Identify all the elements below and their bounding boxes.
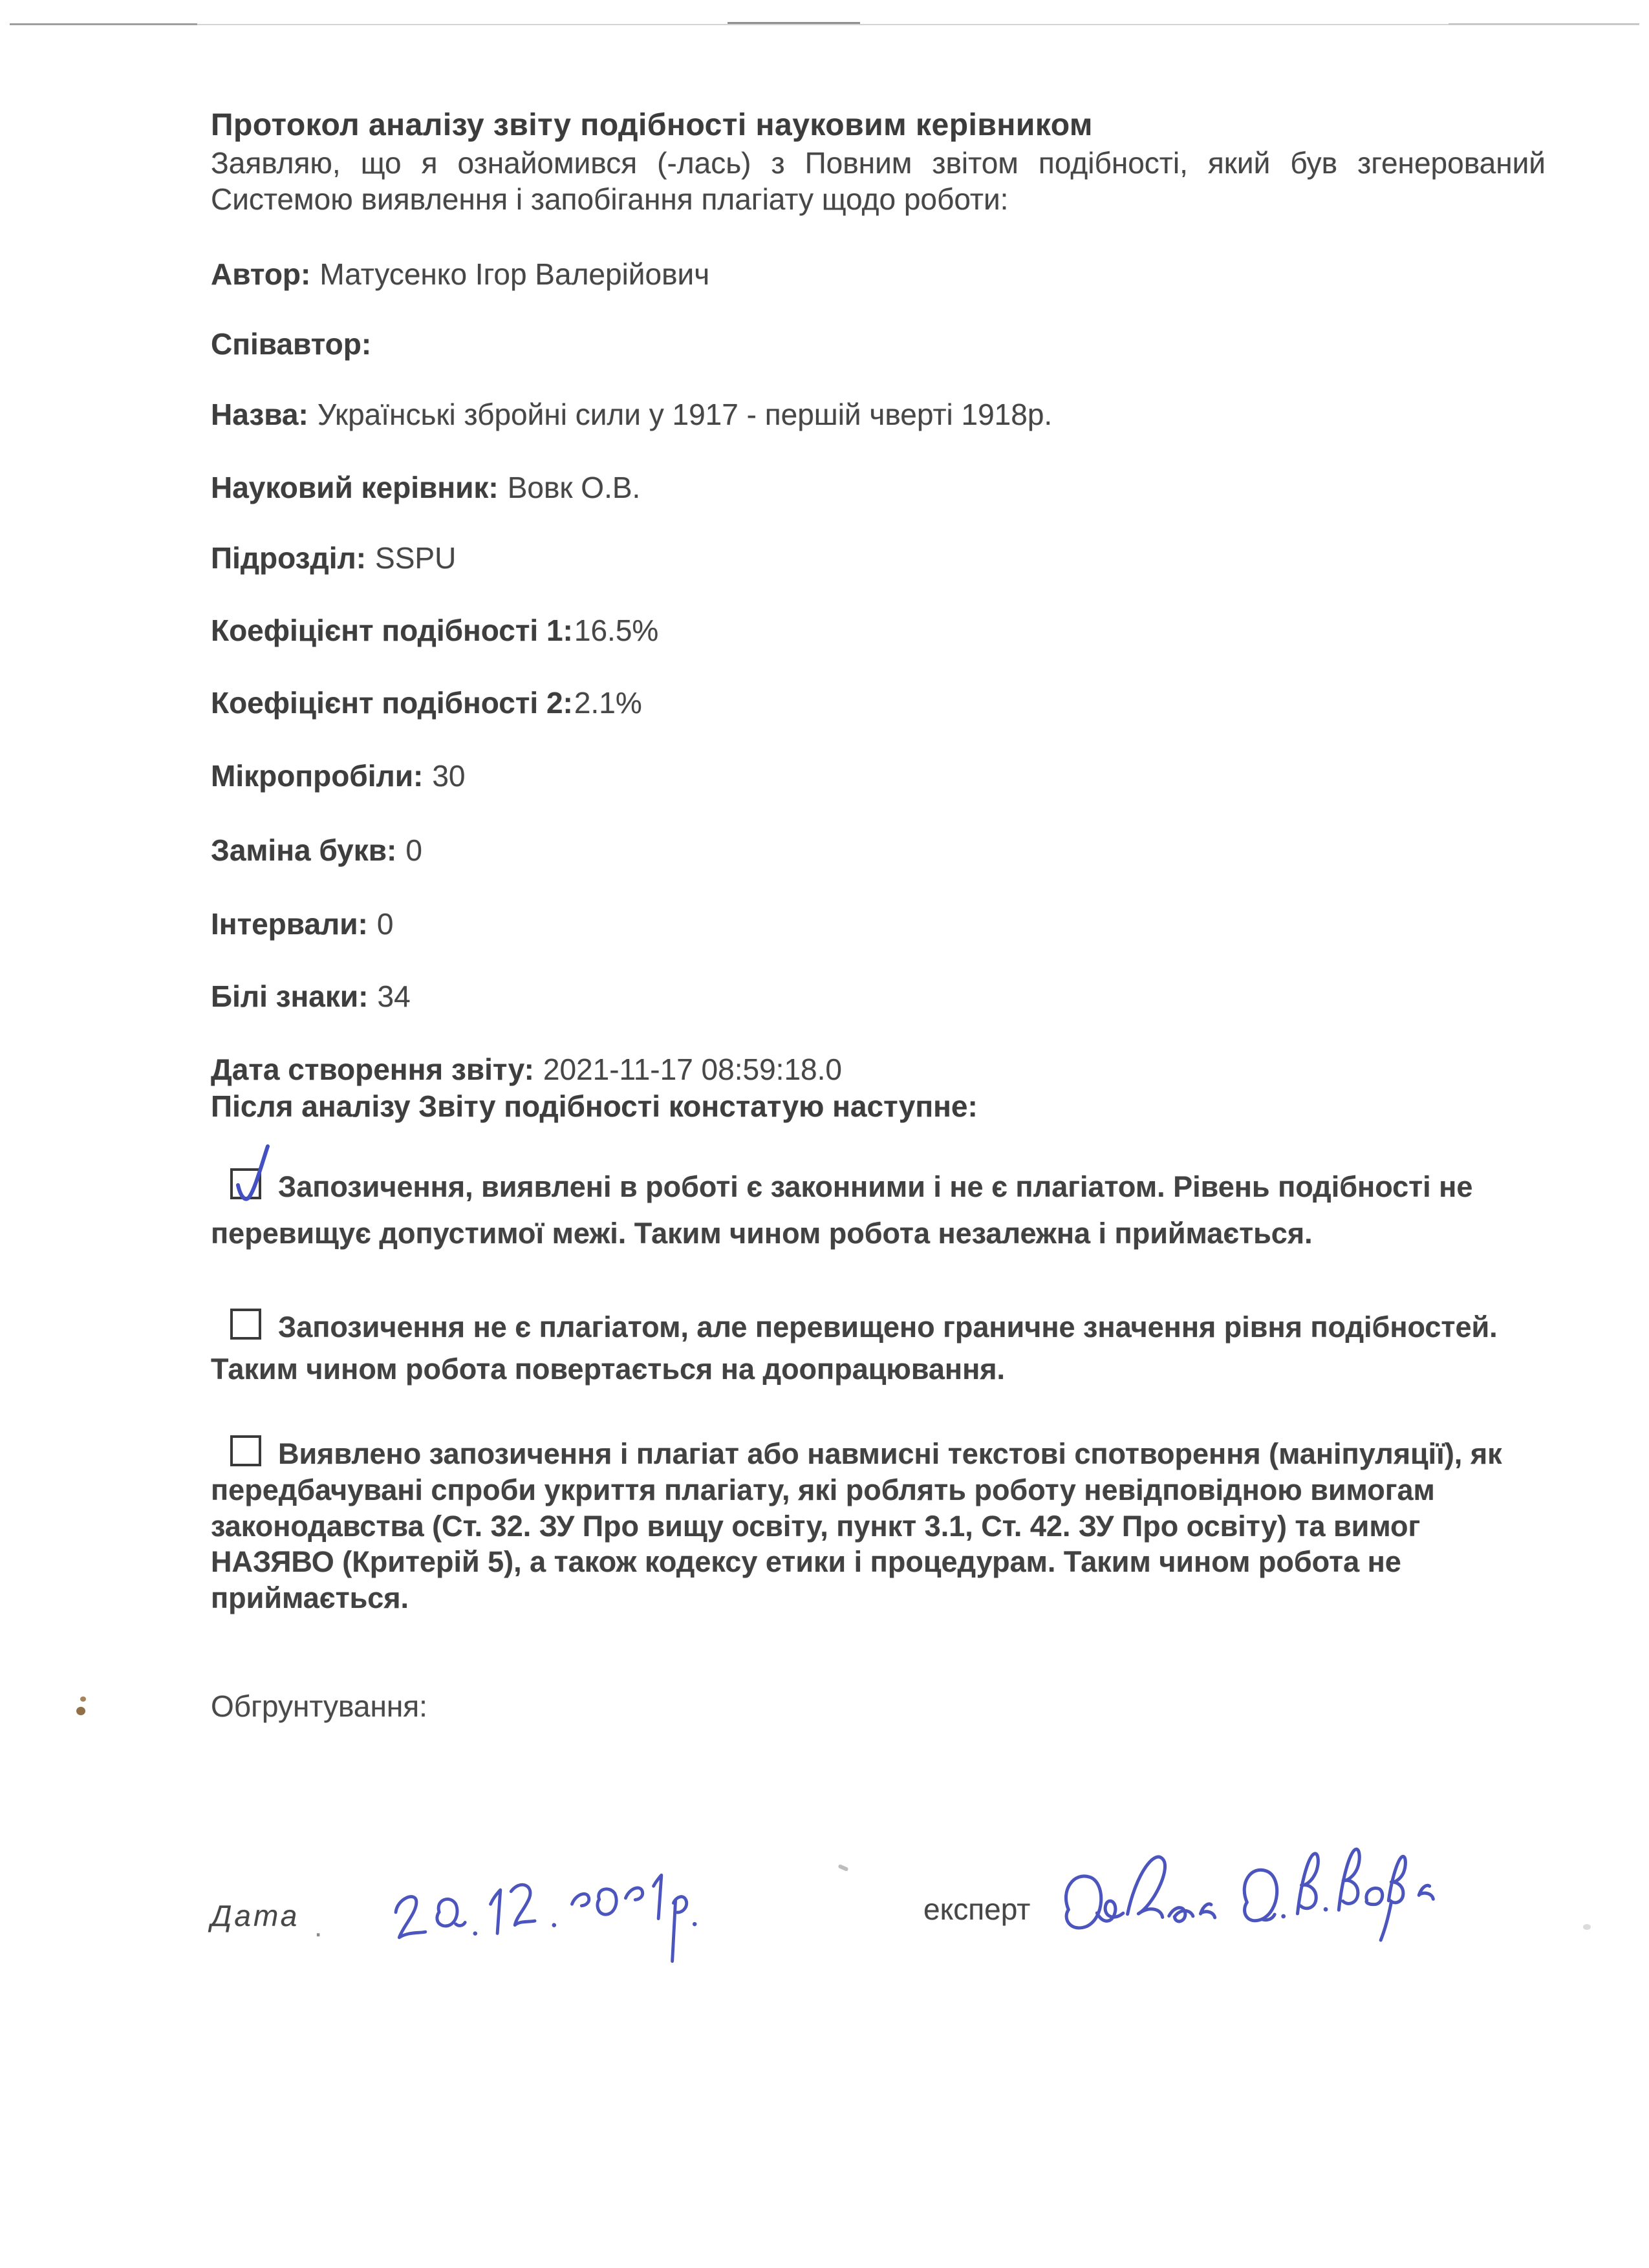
- option-text: Виявлено запозичення і плагіат або навмисні текстові спотворення (маніпуляції), як передбачувані спроби укриття плагіату, які роблять роботу невідповідною вимогам законодавства (Ст. 32. ЗУ Про вищу освіту, пункт 3.1, Ст. 42. ЗУ Про освіту) та вимог НАЗЯВО (Критерій 5), а також кодексу етики і процедурам. Таким чином робота не приймається.: [211, 1437, 1502, 1615]
- date-separator: .: [314, 1911, 323, 1943]
- field-label: Білі знаки:: [211, 979, 369, 1013]
- checkbox-rejected[interactable]: [230, 1435, 261, 1466]
- scan-artifact-speck: [1583, 1924, 1591, 1930]
- field-intervals: [211, 906, 393, 941]
- field-value: 34: [377, 979, 411, 1013]
- scan-artifact-line: [10, 24, 1639, 25]
- field-coauthor: [211, 326, 380, 361]
- field-similarity-coefficient-1: [211, 613, 658, 648]
- scan-artifact-segment: [10, 23, 197, 25]
- field-similarity-coefficient-2: [211, 685, 642, 720]
- field-white-signs: [211, 979, 411, 1014]
- justification-label: Обгрунтування:: [211, 1689, 427, 1723]
- field-label: Коефіцієнт подібності 1:: [211, 614, 573, 647]
- intro-paragraph: Заявляю, що я ознайомився (-лась) з Повним звітом подібності, який був згенерований Системою виявлення і запобігання плагіату щодо роботи:: [211, 146, 1546, 217]
- field-label: Автор:: [211, 257, 311, 291]
- option-accepted: [211, 1164, 1546, 1257]
- field-value: 30: [432, 759, 466, 793]
- field-title-of-work: [211, 397, 1052, 432]
- expert-label: експерт: [923, 1892, 1031, 1926]
- checkmark-icon: [230, 1141, 272, 1206]
- field-author: [211, 257, 709, 292]
- date-label: Дата: [211, 1899, 300, 1932]
- field-label: Назва:: [211, 398, 308, 431]
- field-label: Підрозділ:: [211, 541, 367, 575]
- field-label: Коефіцієнт подібності 2:: [211, 686, 573, 720]
- field-microspaces: [211, 758, 465, 793]
- field-value: Матусенко Ігор Валерійович: [319, 257, 710, 291]
- page-title: Протокол аналізу звіту подібності науковим керівником: [211, 108, 1093, 142]
- option-rejected: [211, 1435, 1530, 1616]
- field-label: Дата створення звіту:: [211, 1053, 534, 1086]
- field-supervisor: [211, 470, 640, 505]
- option-text: Запозичення не є плагіатом, але перевищено граничне значення рівня подібностей. Таким чином робота повертається на доопрацювання.: [211, 1311, 1498, 1386]
- scan-artifact-segment: [1449, 23, 1639, 25]
- checkbox-needs-revision[interactable]: [230, 1309, 261, 1340]
- scan-artifact-speck: [76, 1707, 85, 1715]
- field-value: 16.5%: [574, 614, 659, 647]
- checkbox-accepted[interactable]: [230, 1168, 261, 1199]
- field-department: [211, 540, 456, 575]
- expert-signature: [1033, 1822, 1447, 1974]
- field-value: SSPU: [375, 541, 457, 575]
- scan-artifact-speck: [837, 1864, 848, 1872]
- statement-intro: Після аналізу Звіту подібності констатую наступне:: [211, 1089, 978, 1123]
- scan-artifact-segment: [727, 22, 860, 24]
- field-value: Вовк О.В.: [507, 471, 641, 504]
- field-letter-substitution: [211, 833, 422, 868]
- field-value: Українські збройні сили у 1917 - першій чверті 1918р.: [317, 398, 1053, 431]
- scan-artifact-speck: [80, 1696, 86, 1702]
- option-text: Запозичення, виявлені в роботі є законними і не є плагіатом. Рівень подібності не перевищує допустимої межі. Таким чином робота незалежна і приймається.: [211, 1170, 1473, 1250]
- field-report-date: [211, 1052, 842, 1087]
- field-label: Науковий керівник:: [211, 471, 499, 504]
- field-value: 0: [376, 907, 394, 941]
- field-value: 2.1%: [574, 686, 642, 720]
- field-label: Мікропробіли:: [211, 759, 424, 793]
- field-label: Співавтор:: [211, 327, 372, 361]
- field-value: 2021-11-17 08:59:18.0: [543, 1053, 842, 1086]
- option-needs-revision: [211, 1306, 1546, 1391]
- field-value: 0: [405, 833, 422, 867]
- handwritten-date: [378, 1854, 695, 1981]
- field-label: Інтервали:: [211, 907, 368, 941]
- field-label: Заміна букв:: [211, 833, 397, 867]
